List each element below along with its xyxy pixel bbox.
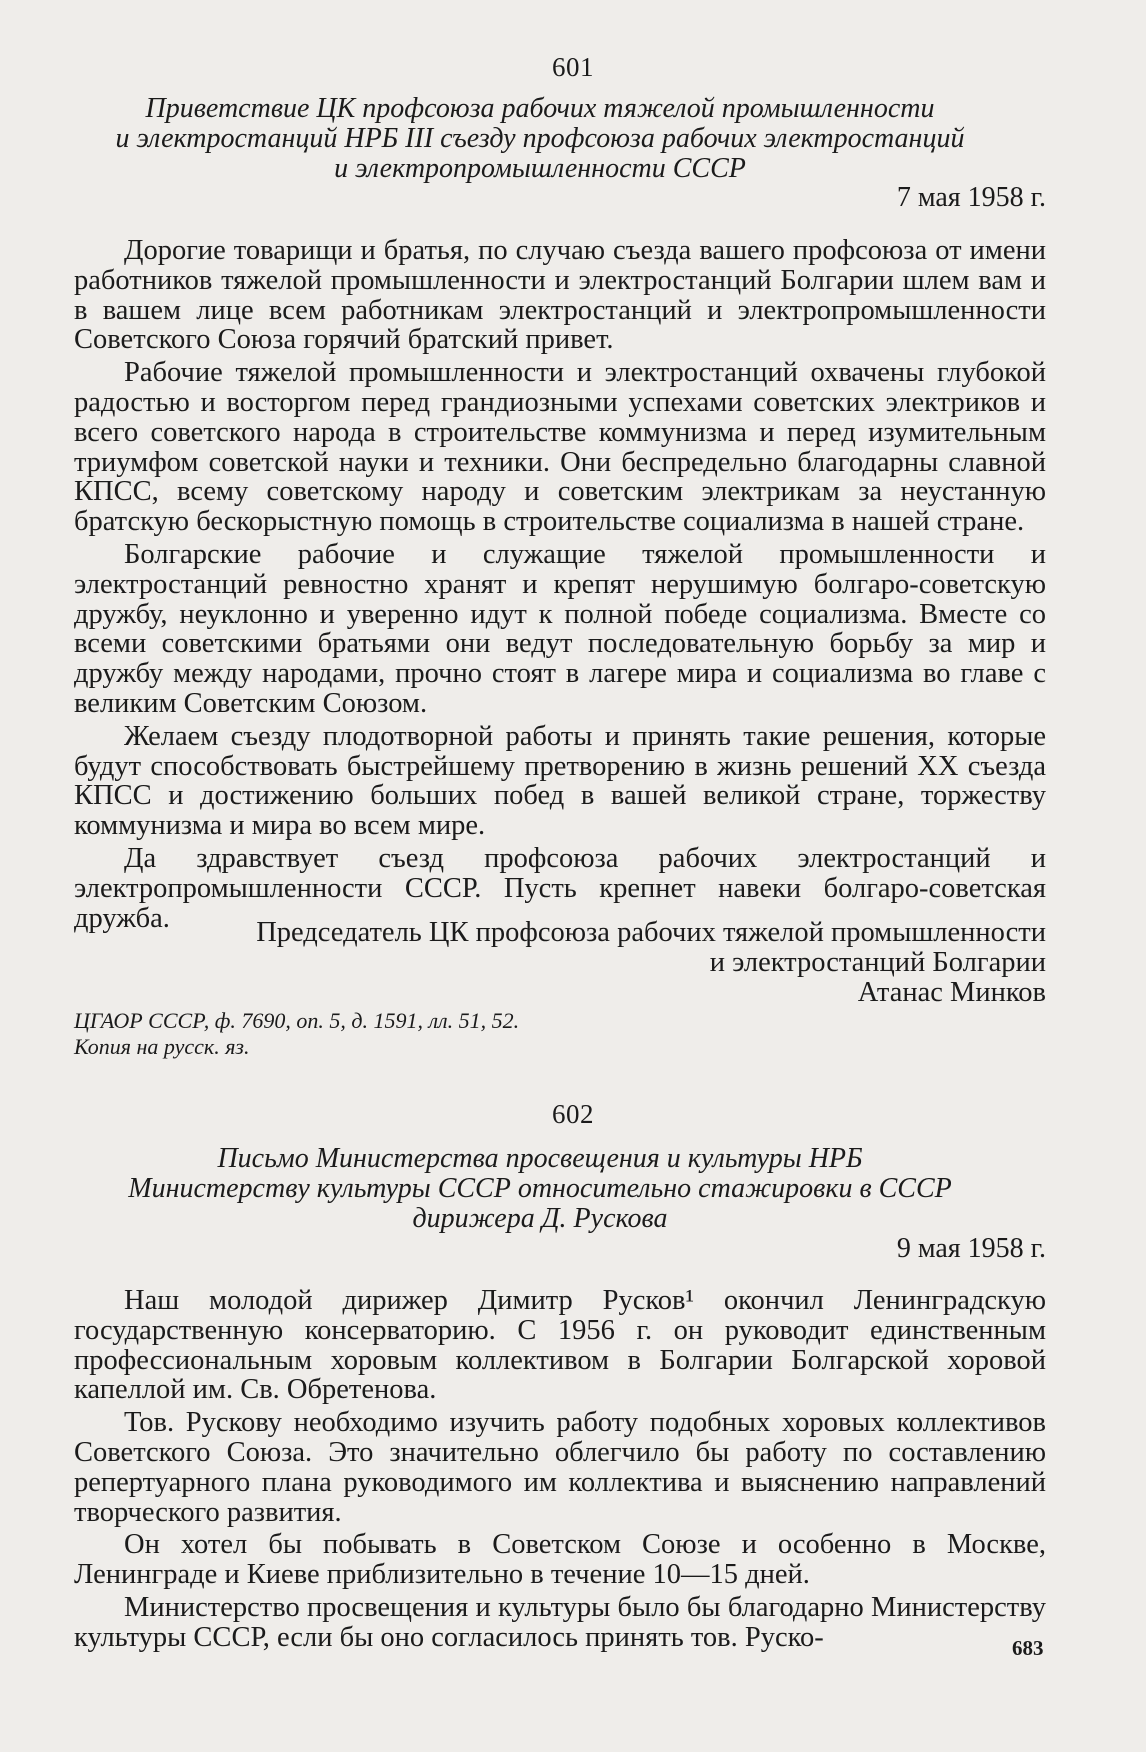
archive-source: ЦГАОР СССР, ф. 7690, оп. 5, д. 1591, лл. 51, 52.: [74, 1008, 520, 1033]
document-title-602: [40, 1144, 1040, 1234]
title-line: и электропромышленности СССР: [334, 153, 746, 184]
archive-reference: [74, 1008, 519, 1060]
paragraph: Он хотел бы побывать в Советском Союзе и особенно в Москве, Ленинграде и Киеве приблизительно в течение 10—15 дней.: [74, 1529, 1046, 1591]
signature-name: Атанас Минков: [857, 976, 1046, 1008]
title-line: и электростанций НРБ III съезду профсоюза рабочих электростанций: [115, 123, 965, 154]
archive-note: Копия на русск. яз.: [74, 1034, 250, 1059]
paragraph: Желаем съезду плодотворной работы и принять такие решения, которые будут способствовать быстрейшему претворению в жизнь решений XX съезда КПСС и достижению больших побед в вашей великой стране, торжеству коммунизма и мира во всем мире.: [74, 720, 1046, 842]
paragraph: Наш молодой дирижер Димитр Русков¹ окончил Ленинградскую государственную консерваторию. С 1956 г. он руководит единственным профессиональным хоровым коллективом в Болгарии Болгарской хоровой капеллой им. Св. Обретенова.: [74, 1285, 1046, 1406]
document-body-601: [74, 236, 1046, 933]
paragraph: Министерство просвещения и культуры было бы благодарно Министерству культуры СССР, если бы оно согласилось принять тов. Руско-: [74, 1591, 1046, 1653]
paragraph: Тов. Рускову необходимо изучить работу подобных хоровых коллективов Советского Союза. Это значительно облегчило бы работу по составлению репертуарного плана руководимого им коллектива и выяснению направлений творческого развития.: [74, 1407, 1046, 1528]
document-title-601: [40, 94, 1040, 184]
title-line: дирижера Д. Рускова: [412, 1203, 668, 1234]
title-line: Приветствие ЦК профсоюза рабочих тяжелой промышленности: [145, 93, 935, 124]
document-number-601: 601: [552, 52, 594, 82]
paragraph: Да здравствует съезд профсоюза рабочих электростанций и электропромышленности СССР. Пусть крепнет навеки болгаро-советская дружба.: [74, 842, 1046, 934]
signature-organization: и электростанций Болгарии: [709, 946, 1046, 978]
paragraph: Болгарские рабочие и служащие тяжелой промышленности и электростанций ревностно хранят и крепят нерушимую болгаро-советскую дружбу, неуклонно и уверенно идут к полной победе социализма. Вместе со всеми советскими братьями они ведут последовательную борьбу за мир и дружбу между народами, прочно стоят в лагере мира и социализма во главе с великим Советским Союзом.: [74, 538, 1046, 719]
document-date-601: 7 мая 1958 г.: [896, 182, 1046, 213]
document-body-602: [74, 1286, 1046, 1653]
signature-position: Председатель ЦК профсоюза рабочих тяжелой промышленности: [256, 917, 1046, 948]
page-number: 683: [1012, 1636, 1044, 1660]
paragraph: Дорогие товарищи и братья, по случаю съезда вашего профсоюза от имени работников тяжелой промышленности и электростанций Болгарии шлем вам и в вашем лице всем работникам электростанций и электропромышленности Советского Союза горячий братский привет.: [74, 235, 1046, 356]
document-date-602: 9 мая 1958 г.: [896, 1233, 1046, 1264]
title-line: Министерству культуры СССР относительно стажировки в СССР: [128, 1173, 952, 1204]
document-number-602: 602: [552, 1099, 594, 1129]
signature-block: [74, 918, 1046, 1007]
title-line: Письмо Министерства просвещения и культуры НРБ: [217, 1143, 863, 1174]
paragraph: Рабочие тяжелой промышленности и электростанций охвачены глубокой радостью и восторгом перед грандиозными успехами советских электриков и всего советского народа в строительстве коммунизма и перед изумительным триумфом советской науки и техники. Они беспредельно благодарны славной КПСС, всему советскому народу и советским электрикам за неустанную братскую бескорыстную помощь в строительстве социализма в нашей стране.: [74, 357, 1046, 538]
